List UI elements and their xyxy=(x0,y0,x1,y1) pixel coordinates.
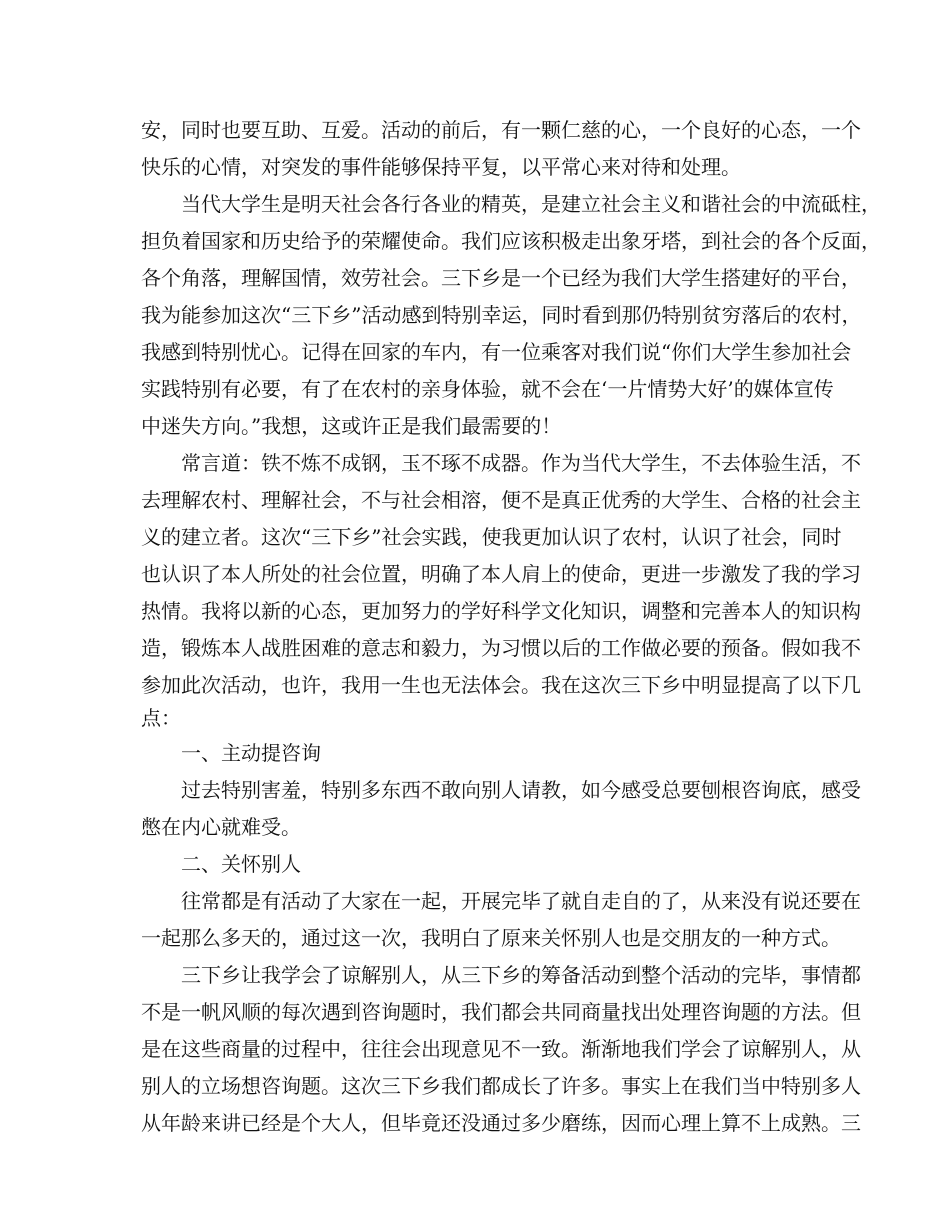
text-line: 我感到特别忧心。记得在回家的车内，有一位乘客对我们说“你们大学生参加社会 xyxy=(141,340,852,364)
text-line: 实践特别有必要，有了在农村的亲身体验，就不会在‘一片情势大好’的媒体宣传 xyxy=(141,377,834,401)
text-line: 快乐的心情，对突发的事件能够保持平复，以平常心来对待和处理。 xyxy=(141,155,741,179)
paragraph-first-line: 过去特别害羞，特别多东西不敢向别人请教，如今感受总要刨根咨询底，感受 xyxy=(181,778,861,802)
text-line: 热情。我将以新的心态，更加努力的学好科学文化知识，调整和完善本人的知识构 xyxy=(141,599,861,623)
paragraph-first-line: 往常都是有活动了大家在一起，开展完毕了就自走自的了，从来没有说还要在 xyxy=(181,889,861,913)
text-line: 是在这些商量的过程中，往往会出现意见不一致。渐渐地我们学会了谅解别人，从 xyxy=(141,1037,861,1061)
text-line: 我为能参加这次“三下乡”活动感到特别幸运，同时看到那仍特别贫穷落后的农村， xyxy=(141,303,862,327)
text-line: 担负着国家和历史给予的荣耀使命。我们应该积极走出象牙塔，到社会的各个反面， xyxy=(141,229,881,253)
text-line: 中迷失方向。”我想，这或许正是我们最需要的！ xyxy=(141,414,562,438)
text-line: 点： xyxy=(141,706,181,730)
text-line: 不是一帆风顺的每次遇到咨询题时，我们都会共同商量找出处理咨询题的方法。但 xyxy=(141,1000,861,1024)
text-line: 参加此次活动，也许，我用一生也无法体会。我在这次三下乡中明显提高了以下几 xyxy=(141,673,861,697)
paragraph-first-line: 常言道：铁不炼不成钢，玉不琢不成器。作为当代大学生，不去体验生活，不 xyxy=(181,451,861,475)
text-line: 从年龄来讲已经是个大人，但毕竟还没通过多少磨练，因而心理上算不上成熟。三 xyxy=(141,1111,861,1135)
text-line: 别人的立场想咨询题。这次三下乡我们都成长了许多。事实上在我们当中特别多人 xyxy=(141,1074,861,1098)
text-line: 一起那么多天的，通过这一次，我明白了原来关怀别人也是交朋友的一种方式。 xyxy=(141,926,841,950)
paragraph-first-line: 当代大学生是明天社会各行各业的精英，是建立社会主义和谐社会的中流砥柱， xyxy=(181,192,881,216)
text-line: 安，同时也要互助、互爱。活动的前后，有一颗仁慈的心，一个良好的心态，一个 xyxy=(141,118,861,142)
text-line: 造，锻炼本人战胜困难的意志和毅力，为习惯以后的工作做必要的预备。假如我不 xyxy=(141,636,861,660)
paragraph-first-line: 三下乡让我学会了谅解别人，从三下乡的筹备活动到整个活动的完毕，事情都 xyxy=(181,963,861,987)
text-line: 去理解农村、理解社会，不与社会相溶，便不是真正优秀的大学生、合格的社会主 xyxy=(141,488,861,512)
text-line: 也认识了本人所处的社会位置，明确了本人肩上的使命，更进一步激发了我的学习 xyxy=(141,562,861,586)
section-heading: 一、主动提咨询 xyxy=(181,741,321,765)
text-line: 憋在内心就难受。 xyxy=(141,815,301,839)
section-heading: 二、关怀别人 xyxy=(181,852,301,876)
text-line: 各个角落，理解国情，效劳社会。三下乡是一个已经为我们大学生搭建好的平台， xyxy=(141,266,861,290)
text-line: 义的建立者。这次“三下乡”社会实践，使我更加认识了农村，认识了社会，同时 xyxy=(141,525,842,549)
